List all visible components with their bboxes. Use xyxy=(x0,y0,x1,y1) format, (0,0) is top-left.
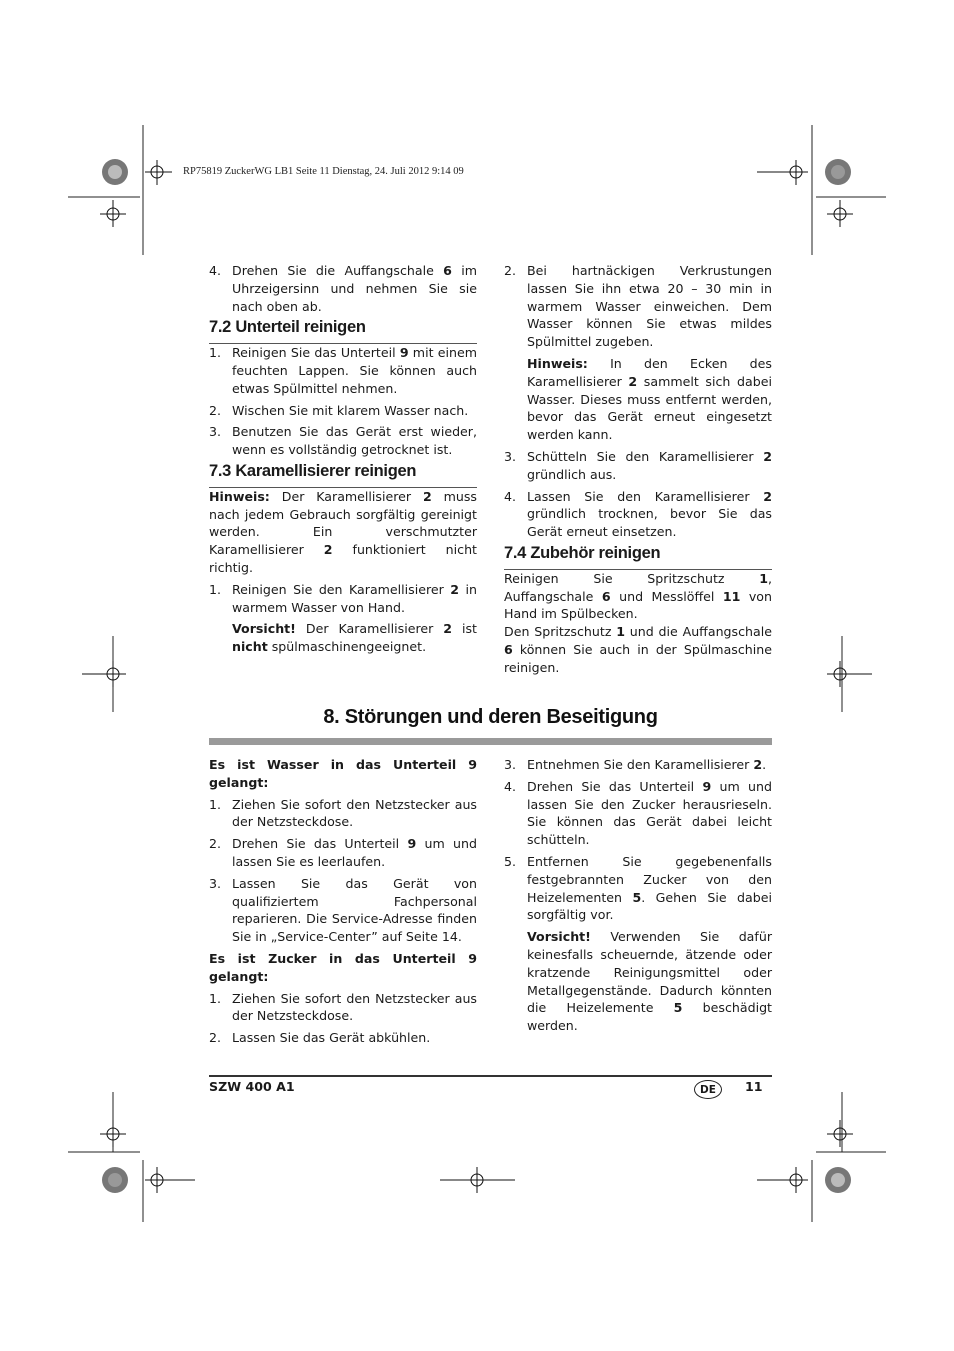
list-item: 1. Reinigen Sie den Karamellisierer 2 in warmem Wasser von Hand. xyxy=(209,581,477,615)
print-header: RP75819 ZuckerWG LB1 Seite 11 Dienstag, 24. Juli 2012 9:14 09 xyxy=(183,166,464,177)
section-title-7-2: 7.2 Unterteil reinigen xyxy=(209,319,477,344)
list-item: 1. Ziehen Sie sofort den Netzstecker aus der Netzsteckdose. xyxy=(209,990,477,1024)
list-item: 5. Entfernen Sie gegebenenfalls festgebrannten Zucker von den Heizelementen 5. Gehen Sie dabei sorgfältig vor. xyxy=(504,853,772,923)
list-item: 3. Entnehmen Sie den Karamellisierer 2. xyxy=(504,757,767,772)
list-item: 4. Drehen Sie die Auffangschale 6 im Uhrzeigersinn und nehmen Sie sie nach oben ab. xyxy=(209,263,477,314)
chapter-title: 8. Störungen und deren Beseitigung xyxy=(323,706,658,728)
column-lower-right xyxy=(504,756,772,1039)
list-item: 1. Ziehen Sie sofort den Netzstecker aus der Netzsteckdose. xyxy=(209,796,477,830)
list-item: 4. Drehen Sie das Unterteil 9 um und lassen Sie den Zucker herausrieseln. Sie können das Gerät dabei leicht schütteln. xyxy=(504,778,772,848)
list-item: 4. Lassen Sie den Karamellisierer 2 gründlich trocknen, bevor Sie das Gerät erneut einsetzen. xyxy=(504,488,772,540)
list-item: 3. Benutzen Sie das Gerät erst wieder, wenn es vollständig getrocknet ist. xyxy=(209,424,477,458)
caution-paragraph: Vorsicht! Verwenden Sie dafür keinesfalls scheuernde, ätzende oder kratzende Reinigungsmittel oder Metallgegenstände. Dadurch könnten die Heizelemente 5 beschädigt werden. xyxy=(527,929,772,1034)
problem-heading: Es ist Zucker in das Unterteil 9 gelangt: xyxy=(209,950,477,984)
list-item: 2. Drehen Sie das Unterteil 9 um und lassen Sie es leerlaufen. xyxy=(209,836,477,869)
column-upper-left xyxy=(209,262,477,660)
title-bar xyxy=(209,738,772,745)
problem-heading: Es ist Wasser in das Unterteil 9 gelangt: xyxy=(209,757,477,790)
list-item: 3. Lassen Sie das Gerät von qualifiziertem Fachpersonal reparieren. Die Service-Adresse finden Sie in „Service-Center” auf Seite 14. xyxy=(209,875,477,945)
language-badge: DE xyxy=(694,1080,722,1099)
caution-paragraph: Vorsicht! Der Karamellisierer 2 ist nicht spülmaschinengeeignet. xyxy=(232,621,477,655)
section-title-7-4: 7.4 Zubehör reinigen xyxy=(504,545,772,570)
list-item: 2. Lassen Sie das Gerät abkühlen. xyxy=(209,1030,431,1046)
footer-rule xyxy=(209,1075,772,1077)
footer-model: SZW 400 A1 xyxy=(209,1079,295,1094)
column-lower-left xyxy=(209,756,477,1051)
column-upper-right xyxy=(504,262,772,677)
note-paragraph: Hinweis: In den Ecken des Karamellisierer 2 sammelt sich dabei Wasser. Dieses muss entfernt werden, bevor das Gerät erneut eingesetzt werden kann. xyxy=(527,355,772,443)
paragraph: Den Spritzschutz 1 und die Auffangschale 6 können Sie auch in der Spülmaschine reinigen. xyxy=(504,624,772,675)
list-item: 2. Wischen Sie mit klarem Wasser nach. xyxy=(209,402,469,418)
section-title-7-3: 7.3 Karamellisierer reinigen xyxy=(209,463,477,488)
note-paragraph: Hinweis: Der Karamellisierer 2 muss nach jedem Gebrauch sorgfältig gereinigt werden. Ein verschmutzter Karamellisierer 2 funktioniert nicht richtig. xyxy=(209,488,477,575)
paragraph: Reinigen Sie Spritzschutz 1, Auffangschale 6 und Messlöffel 11 von Hand im Spülbecken. xyxy=(504,570,772,622)
page-number: 11 xyxy=(745,1079,763,1094)
list-item: 2. Bei hartnäckigen Verkrustungen lassen Sie ihn etwa 20 – 30 min in warmem Wasser einweichen. Dem Wasser können Sie etwas mildes Spülmittel zugeben. xyxy=(504,263,772,350)
list-item: 1. Reinigen Sie das Unterteil 9 mit einem feuchten Lappen. Sie können auch etwas Spülmittel nehmen. xyxy=(209,345,477,396)
list-item: 3. Schütteln Sie den Karamellisierer 2 gründlich aus. xyxy=(504,448,772,482)
